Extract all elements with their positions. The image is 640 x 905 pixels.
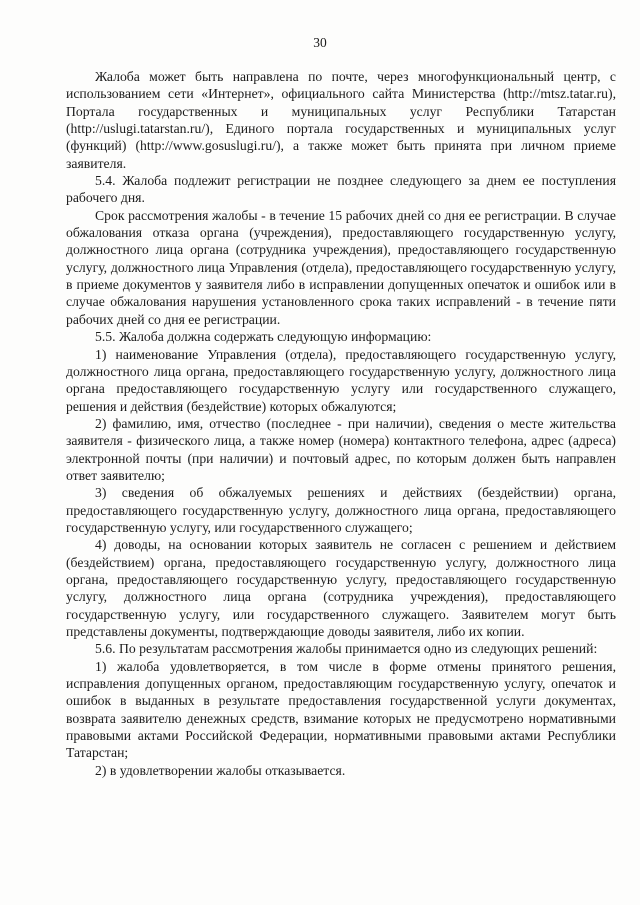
paragraph-5-4-registration: 5.4. Жалоба подлежит регистрации не позднее следующего за днем ее поступления рабочего дня.	[66, 173, 616, 206]
document-body	[66, 68, 616, 779]
list-item-5-5-2: 2) фамилию, имя, отчество (последнее - при наличии), сведения о месте жительства заявителя - физического лица, а также номер (номера) контактного телефона, адрес (адреса) электронной почты (при наличии) и почтовый адрес, по которым должен быть направлен ответ заявителю;	[66, 415, 616, 483]
list-item-5-6-2: 2) в удовлетворении жалобы отказывается.	[95, 762, 346, 778]
paragraph-5-6-decisions: 5.6. По результатам рассмотрения жалобы принимается одно из следующих решений:	[95, 641, 598, 657]
paragraph-submission-channels: Жалоба может быть направлена по почте, через многофункциональный центр, с использованием сети «Интернет», официального сайта Министерства (http://mtsz.tatar.ru), Портала государственных и муниципальных услуг Республики Татарстан (http://uslugi.tatarstan.ru/), Единого портала государственных и муниципальных услуг (функций) (http://www.gosuslugi.ru/), а также может быть принята при личном приеме заявителя.	[66, 69, 616, 171]
list-item-5-6-1: 1) жалоба удовлетворяется, в том числе в форме отмены принятого решения, исправления допущенных органом, предоставляющим государственную услугу, опечаток и ошибок в выданных в результате предоставления государственной услуги документах, возврата заявителю денежных средств, взимание которых не предусмотрено нормативными правовыми актами Российской Федерации, нормативными правовыми актами Республики Татарстан;	[66, 658, 616, 761]
list-item-5-5-1: 1) наименование Управления (отдела), предоставляющего государственную услугу, должностного лица органа, предоставляющего государственную услугу, должностного лица органа предоставляющего государственную услугу или государственного служащего, решения и действия (бездействие) которых обжалуются;	[66, 346, 616, 414]
paragraph-review-period: Срок рассмотрения жалобы - в течение 15 рабочих дней со дня ее регистрации. В случае обжалования отказа органа (учреждения), предоставляющего государственную услугу, должностного лица органа (сотрудника учреждения), предоставляющего государственную услугу, должностного лица Управления (отдела), предоставляющего государственную услугу, в приеме документов у заявителя либо в исправлении допущенных опечаток и ошибок или в случае обжалования нарушения установленного срока таких исправлений - в течение пяти рабочих дней со дня ее регистрации.	[66, 207, 616, 327]
list-item-5-5-3: 3) сведения об обжалуемых решениях и действиях (бездействии) органа, предоставляющего государственную услугу, должностного лица органа, предоставляющего государственную услугу, или государственного служащего;	[66, 485, 616, 535]
page-number: 30	[313, 35, 327, 50]
list-item-5-5-4: 4) доводы, на основании которых заявитель не согласен с решением и действием (бездействием) органа, предоставляющего государственную услугу, должностного лица органа, предоставляющего государственную услугу, предоставляющего государственную услугу, должностного лица органа (сотрудника учреждения), предоставляющего государственную услугу, или государственного служащего. Заявителем могут быть представлены документы, подтверждающие доводы заявителя, либо их копии.	[66, 537, 616, 639]
paragraph-5-5-contents: 5.5. Жалоба должна содержать следующую информацию:	[95, 329, 432, 345]
